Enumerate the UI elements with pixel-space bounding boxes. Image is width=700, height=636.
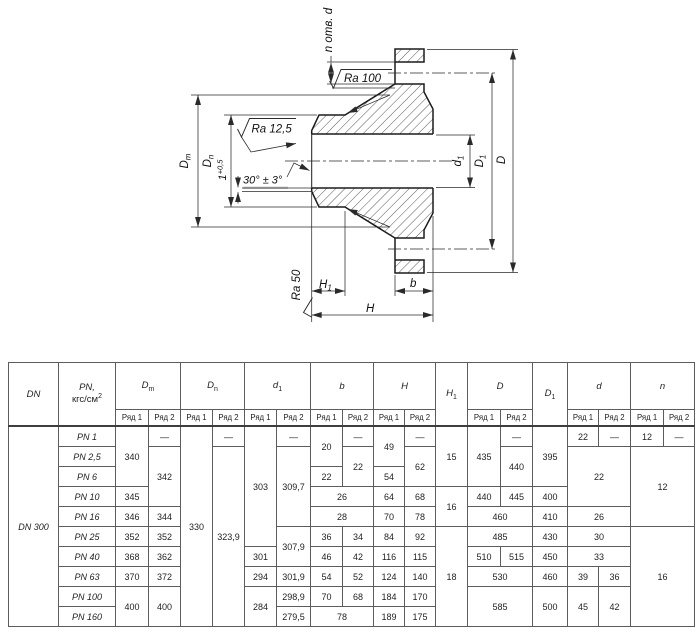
table-cell: 440 bbox=[501, 447, 533, 487]
table-cell: 340 bbox=[116, 426, 149, 487]
table-cell: 42 bbox=[343, 547, 374, 567]
table-cell: 16 bbox=[631, 527, 695, 627]
table-row bbox=[9, 587, 695, 607]
ryad-subheader: Ряд 2 bbox=[149, 410, 181, 427]
dn-label: $D_n$ bbox=[202, 154, 216, 168]
table-cell: 309,7 bbox=[277, 447, 311, 527]
angle-label: 30° ± 3° bbox=[243, 174, 283, 187]
table-cell: 284 bbox=[245, 587, 277, 627]
table-cell: 345 bbox=[116, 487, 149, 507]
dimension-table-wrapper bbox=[8, 362, 695, 627]
ra125-label: Ra 12,5 bbox=[251, 123, 292, 136]
h-label: H bbox=[366, 303, 375, 315]
table-cell: 36 bbox=[311, 527, 343, 547]
table-cell: 39 bbox=[568, 567, 599, 587]
ryad-subheader: Ряд 1 bbox=[568, 410, 599, 427]
table-cell: 184 bbox=[374, 587, 405, 607]
table-cell: 12 bbox=[631, 447, 695, 527]
table-cell: — bbox=[213, 426, 245, 447]
ryad-subheader: Ряд 1 bbox=[374, 410, 405, 427]
pn-cell: PN 10 bbox=[59, 487, 116, 507]
table-cell: 30 bbox=[568, 527, 631, 547]
table-cell: 49 bbox=[374, 426, 405, 467]
table-cell: 307,9 bbox=[277, 527, 311, 567]
table-cell: 45 bbox=[568, 587, 599, 627]
dn-cell: DN 300 bbox=[9, 426, 59, 627]
table-cell: 510 bbox=[468, 547, 501, 567]
ryad-subheader: Ряд 2 bbox=[213, 410, 245, 427]
angle-underline bbox=[243, 187, 288, 189]
table-cell: 33 bbox=[568, 547, 631, 567]
table-cell: 352 bbox=[116, 527, 149, 547]
table-cell: 22 bbox=[568, 447, 631, 507]
column-header: DN bbox=[9, 363, 59, 427]
ryad-subheader: Ряд 1 bbox=[631, 410, 664, 427]
table-cell: 22 bbox=[568, 426, 599, 447]
table-cell: 70 bbox=[311, 587, 343, 607]
table-row bbox=[9, 447, 695, 467]
pn-cell: PN 2,5 bbox=[59, 447, 116, 467]
pn-cell: PN 63 bbox=[59, 567, 116, 587]
d1-label: $d_1$ bbox=[452, 155, 466, 167]
bolt-circle-label: $D_1$ bbox=[474, 154, 488, 168]
table-cell: 54 bbox=[374, 467, 405, 487]
table-cell: — bbox=[277, 426, 311, 447]
table-cell: 342 bbox=[149, 447, 181, 507]
table-cell: 116 bbox=[374, 547, 405, 567]
table-cell: 430 bbox=[533, 527, 568, 547]
table-cell: 124 bbox=[374, 567, 405, 587]
dimension-table bbox=[8, 362, 695, 627]
pn-cell: PN 6 bbox=[59, 467, 116, 487]
table-cell: 530 bbox=[468, 567, 533, 587]
table-cell: 26 bbox=[311, 487, 374, 507]
table-cell: 440 bbox=[468, 487, 501, 507]
table-cell: 460 bbox=[468, 507, 533, 527]
column-header: $D_m$ bbox=[116, 363, 181, 410]
table-cell: 301 bbox=[245, 547, 277, 567]
land-dimension-label: $1^{+0,5}$ bbox=[215, 159, 229, 181]
table-row bbox=[9, 567, 695, 587]
table-cell: 64 bbox=[374, 487, 405, 507]
table-cell: 435 bbox=[468, 426, 501, 487]
pn-cell: PN 16 bbox=[59, 507, 116, 527]
table-cell: 450 bbox=[533, 547, 568, 567]
table-cell: 46 bbox=[311, 547, 343, 567]
ryad-subheader: Ряд 1 bbox=[311, 410, 343, 427]
table-cell: 78 bbox=[311, 607, 374, 627]
column-header: PN, кгс/$см^2$ bbox=[59, 363, 116, 427]
table-cell: 22 bbox=[311, 467, 343, 487]
table-cell: 303 bbox=[245, 426, 277, 547]
table-cell: 26 bbox=[568, 507, 631, 527]
b-label: b bbox=[410, 278, 417, 290]
table-cell: 54 bbox=[311, 567, 343, 587]
table-cell: 92 bbox=[405, 527, 436, 547]
table-cell: 395 bbox=[533, 426, 568, 487]
ryad-subheader: Ряд 2 bbox=[343, 410, 374, 427]
table-cell: 22 bbox=[343, 447, 374, 487]
ra100-label: Ra 100 bbox=[344, 73, 382, 85]
table-cell: 84 bbox=[374, 527, 405, 547]
table-cell: 485 bbox=[468, 527, 533, 547]
table-cell: — bbox=[405, 426, 436, 447]
table-cell: 52 bbox=[343, 567, 374, 587]
column-header: $D_n$ bbox=[181, 363, 245, 410]
table-cell: 70 bbox=[374, 507, 405, 527]
table-cell: 78 bbox=[405, 507, 436, 527]
table-cell: 15 bbox=[436, 426, 468, 487]
dimension-lines bbox=[191, 50, 518, 323]
ryad-subheader: Ряд 2 bbox=[664, 410, 695, 427]
column-header: D bbox=[468, 363, 533, 410]
column-header: $H_1$ bbox=[436, 363, 468, 427]
table-cell: 20 bbox=[311, 426, 343, 467]
ryad-subheader: Ряд 2 bbox=[599, 410, 631, 427]
table-cell: — bbox=[599, 426, 631, 447]
table-cell: 42 bbox=[599, 587, 631, 627]
table-cell: 410 bbox=[533, 507, 568, 527]
table-cell: 298,9 bbox=[277, 587, 311, 607]
table-cell: 189 bbox=[374, 607, 405, 627]
table-cell: 175 bbox=[405, 607, 436, 627]
table-cell: 370 bbox=[116, 567, 149, 587]
table-cell: — bbox=[501, 426, 533, 447]
table-cell: 460 bbox=[533, 567, 568, 587]
table-cell: 170 bbox=[405, 587, 436, 607]
pn-cell: PN 40 bbox=[59, 547, 116, 567]
table-cell: 346 bbox=[116, 507, 149, 527]
table-cell: 294 bbox=[245, 567, 277, 587]
table-cell: 34 bbox=[343, 527, 374, 547]
table-cell: — bbox=[664, 426, 695, 447]
bolt-holes-label: n отв. d bbox=[323, 7, 335, 53]
table-cell: 400 bbox=[116, 587, 149, 627]
table-cell: 36 bbox=[599, 567, 631, 587]
pn-cell: PN 1 bbox=[59, 426, 116, 447]
dm-label: $D_m$ bbox=[179, 153, 193, 169]
ryad-subheader: Ряд 2 bbox=[501, 410, 533, 427]
table-cell: 368 bbox=[116, 547, 149, 567]
table-cell: 372 bbox=[149, 567, 181, 587]
drawing-labels bbox=[179, 7, 508, 315]
table-row bbox=[9, 527, 695, 547]
table-cell: 18 bbox=[436, 527, 468, 627]
column-header: n bbox=[631, 363, 695, 410]
table-cell: — bbox=[343, 426, 374, 447]
table-cell: 115 bbox=[405, 547, 436, 567]
pn-cell: PN 160 bbox=[59, 607, 116, 627]
column-header: b bbox=[311, 363, 374, 410]
table-cell: 515 bbox=[501, 547, 533, 567]
table-cell: — bbox=[149, 426, 181, 447]
table-cell: 28 bbox=[311, 507, 374, 527]
table-cell: 68 bbox=[343, 587, 374, 607]
table-row bbox=[9, 547, 695, 567]
table-cell: 352 bbox=[149, 527, 181, 547]
table-cell: 400 bbox=[149, 587, 181, 627]
table-cell: 68 bbox=[405, 487, 436, 507]
ryad-subheader: Ряд 1 bbox=[181, 410, 213, 427]
table-cell: 344 bbox=[149, 507, 181, 527]
table-cell: 362 bbox=[149, 547, 181, 567]
table-cell: 16 bbox=[436, 487, 468, 527]
ryad-subheader: Ряд 1 bbox=[116, 410, 149, 427]
ryad-subheader: Ряд 1 bbox=[245, 410, 277, 427]
column-header: H bbox=[374, 363, 436, 410]
table-cell: 585 bbox=[468, 587, 533, 627]
table-cell: 445 bbox=[501, 487, 533, 507]
column-header: d bbox=[568, 363, 631, 410]
h1-label: $H_1$ bbox=[319, 279, 332, 293]
table-cell: 500 bbox=[533, 587, 568, 627]
table-cell: 279,5 bbox=[277, 607, 311, 627]
table-cell: 140 bbox=[405, 567, 436, 587]
table-cell: 323,9 bbox=[213, 447, 245, 627]
table-cell: 12 bbox=[631, 426, 664, 447]
pn-cell: PN 100 bbox=[59, 587, 116, 607]
table-row bbox=[9, 507, 695, 527]
ryad-subheader: Ряд 2 bbox=[405, 410, 436, 427]
ryad-subheader: Ряд 1 bbox=[468, 410, 501, 427]
table-cell: 301,9 bbox=[277, 567, 311, 587]
column-header: $d_1$ bbox=[245, 363, 311, 410]
outer-diameter-label: D bbox=[496, 155, 508, 165]
table-cell: 330 bbox=[181, 426, 213, 627]
column-header: $D_1$ bbox=[533, 363, 568, 427]
table-row bbox=[9, 426, 695, 447]
table-cell: 62 bbox=[405, 447, 436, 487]
ryad-subheader: Ряд 2 bbox=[277, 410, 311, 427]
ra50-label: Ra 50 bbox=[291, 269, 303, 301]
table-cell: 400 bbox=[533, 487, 568, 507]
pn-cell: PN 25 bbox=[59, 527, 116, 547]
